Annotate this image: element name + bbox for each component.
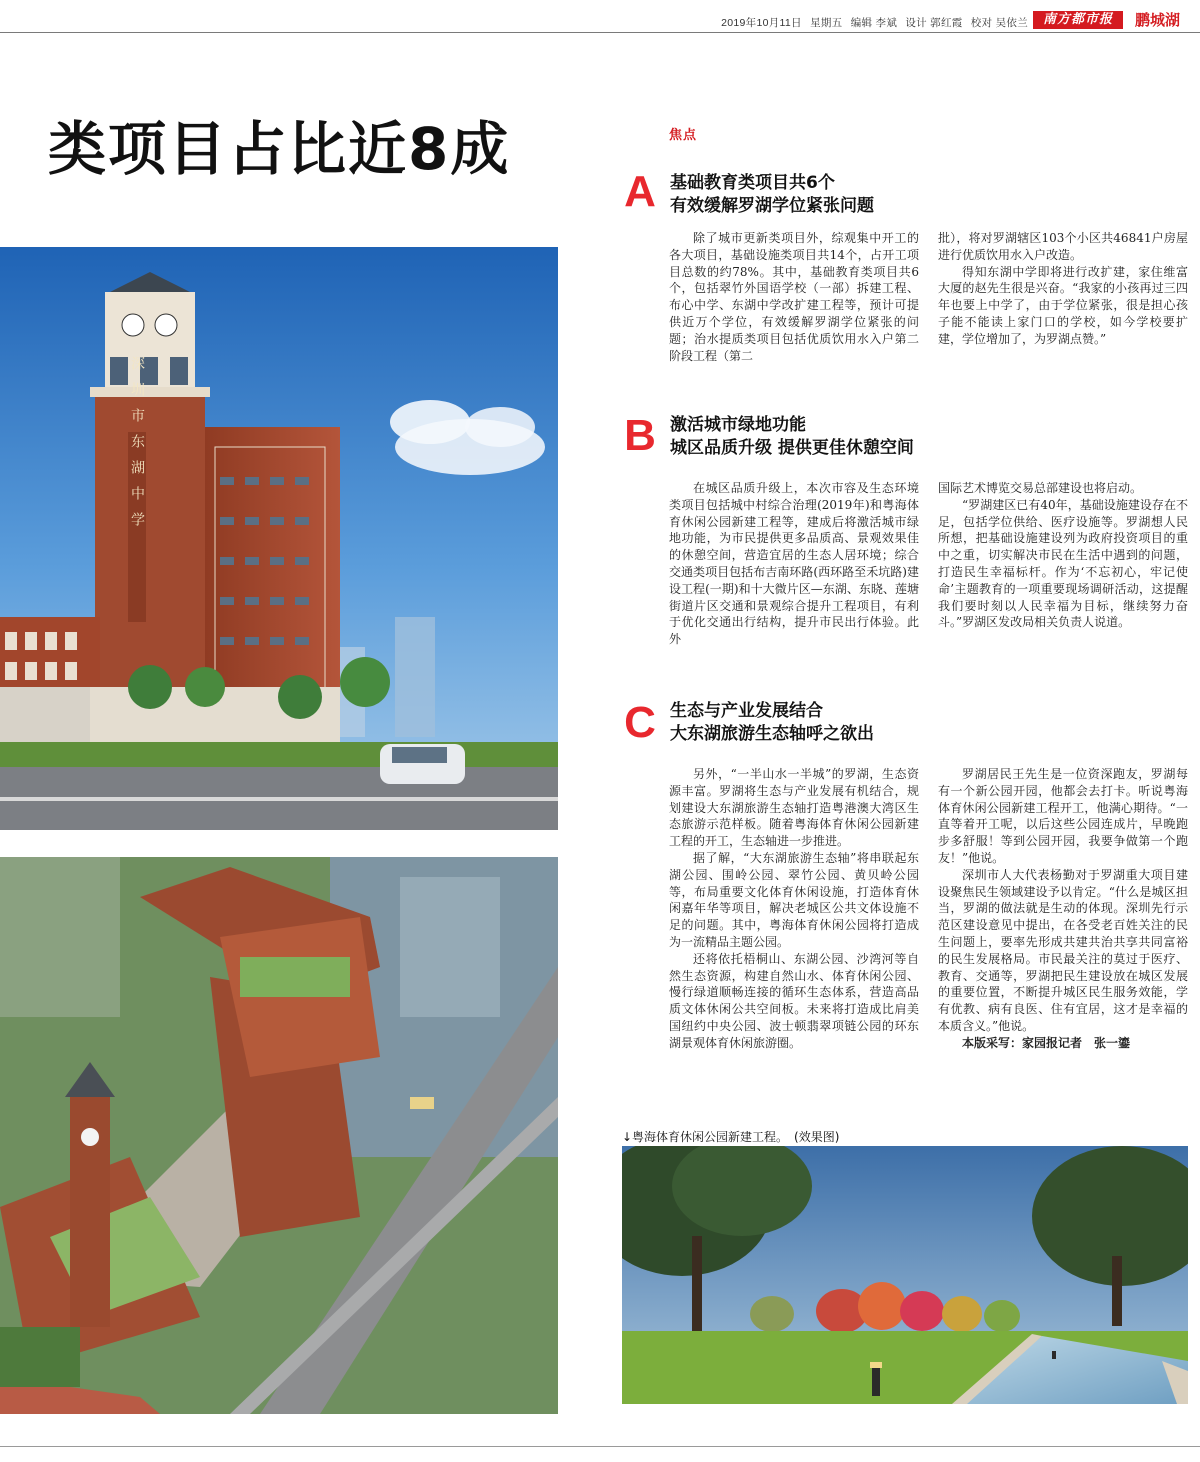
paragraph: 据了解，“大东湖旅游生态轴”将串联起东湖公园、围岭公园、翠竹公园、黄贝岭公园等，布局重要文化体育休闲设施，打造体育休闲嘉年华等项目，解决老城区公共文体设施不足的问题。其中，粤海体育休闲公园将打造成为一流精品主题公园。 [669, 850, 919, 949]
school-sign: 深圳市东湖中学 [129, 356, 145, 538]
designer-credit: 设计 郭红霞 [905, 17, 963, 29]
byline: 本版采写：家园报记者 张一鎏 [962, 1035, 1131, 1050]
paragraph: 深圳市人大代表杨勤对于罗湖重大项目建设聚焦民生领域建设予以肯定。“什么是城区担当，罗湖的做法就是生动的体现。深圳先行示范区建设意见中提出，在各受老百姓关注的民生问题上，要率先形成共建共治共享共同富裕的民生发展格局。市民最关注的莫过于医疗、教育、交通等，罗湖把民生建设放在城区发展的重要位置，不断提升城区民生服务效能，学有优教、病有良医、住有宜居，这才是幸福的本质含义。”他说。 [938, 867, 1188, 1033]
section-b-left-column [669, 480, 919, 648]
paragraph: 除了城市更新类项目外，综观集中开工的各大项目，基础设施类项目共14个，占开工项目总数的约78%。其中，基础教育类项目共6个，包括翠竹外国语学校（一部）拆建工程、布心中学、东湖中学改扩建工程等，预计可提供近万个学位，有效缓解罗湖学位紧张的问题；治水提质类项目包括优质饮用水入户第二阶段工程（第二 [669, 231, 919, 363]
park-rendering-photo [622, 1146, 1188, 1404]
issue-weekday: 星期五 [810, 17, 843, 29]
page-header [0, 0, 1200, 33]
section-b-title-line2: 城区品质升级 提供更佳休憩空间 [670, 438, 914, 458]
paragraph: 得知东湖中学即将进行改扩建，家住维富大厦的赵先生很是兴奋。“我家的小孩再过三四年也要上中学了，由于学位紧张，很是担心孩子能不能读上家门口的学校，如今学校要扩建，学位增加了，为罗湖点赞。” [938, 264, 1188, 346]
section-c-title-line1: 生态与产业发展结合 [670, 701, 823, 721]
issue-date: 2019年10月11日 [721, 17, 802, 29]
paragraph: 罗湖居民王先生是一位资深跑友，罗湖每有一个新公园开园，他都会去打卡。听说粤海体育休闲公园新建工程开工，他满心期待。“一直等着开工呢，以后这些公园连成片，早晚跑步多舒服！等到公园开园，我要争做第一个跑友！”他说。 [938, 767, 1188, 865]
editor-credit: 编辑 李斌 [850, 17, 898, 29]
paragraph: 国际艺术博览交易总部建设也将启动。 [938, 481, 1143, 495]
photo-caption: ↓粤海体育休闲公园新建工程。 (效果图) [622, 1130, 840, 1144]
section-a-right-column [938, 230, 1188, 348]
section-c-title [670, 700, 874, 746]
section-c-title-line2: 大东湖旅游生态轴呼之欲出 [670, 724, 874, 744]
paragraph: “罗湖建区已有40年，基础设施建设存在不足，包括学位供给、医疗设施等。罗湖想人民所想，把基础设施建设列为政府投资项目的重中之重，切实解决市民在生活中遇到的问题，打造民生幸福标杆。作为‘不忘初心，牢记使命’主题教育的一项重要现场调研活动，这提醒我们要时刻以人民幸福为目标，继续努力奋斗。”罗湖区发改局相关负责人说道。 [938, 497, 1188, 630]
section-a-title-line1: 基础教育类项目共6个 [670, 173, 835, 193]
aerial-campus-photo [0, 857, 558, 1414]
paragraph: 还将依托梧桐山、东湖公园、沙湾河等自然生态资源，构建自然山水、体育休闲公园、慢行绿道顺畅连接的循环生态体系，营造高品质文体休闲公共空间板。未来将打造成比肩美国纽约中央公园、波士顿翡翠项链公园的环东湖景观体育休闲旅游圈。 [669, 951, 919, 1050]
section-b-title-line1: 激活城市绿地功能 [670, 415, 806, 435]
section-a-left-column [669, 230, 919, 364]
section-c-letter: C [624, 698, 656, 747]
section-logo: 鹏城湖 [1134, 11, 1180, 29]
proof-credit: 校对 吴依兰 [970, 17, 1028, 29]
header-meta [716, 15, 1028, 30]
section-b-right-column [938, 480, 1188, 631]
paragraph: 另外，“一半山水一半城”的罗湖，生态资源丰富。罗湖将生态与产业发展有机结合，规划建设大东湖旅游生态轴打造粤港澳大湾区生态旅游示范样板。随着粤海体育休闲公园新建工程的开工，生态轴进一步推进。 [669, 767, 919, 849]
section-b-title [670, 414, 914, 460]
section-a-letter: A [624, 167, 656, 216]
section-c-left-column [669, 766, 919, 1052]
paragraph: 在城区品质升级上，本次市容及生态环境类项目包括城中村综合治理(2019年)和粤海体育休闲公园新建工程等，建成后将激活城市绿地功能，为市民提供更多品质高、景观效果佳的休憩空间，营造宜居的生态人居环境；综合交通类项目包括布吉南环路(西环路至禾坑路)建设工程(一期)和十大微片区—东湖、东晓、莲塘街道片区交通和景观综合提升工程项目，有利于优化交通出行结构，提升市民出行体验。此外 [669, 481, 919, 647]
school-building-photo [0, 247, 558, 830]
newspaper-logo: 南方都市报 [1033, 11, 1123, 29]
page-headline: 类项目占比近8成 [48, 115, 511, 183]
focus-label: 焦点 [669, 128, 698, 143]
footer-rule [0, 1446, 1200, 1447]
section-a-title-line2: 有效缓解罗湖学位紧张问题 [670, 196, 874, 216]
section-c-right-column [938, 766, 1188, 1052]
paragraph: 批），将对罗湖辖区103个小区共46841户房屋进行优质饮用水入户改造。 [938, 231, 1188, 262]
section-a-title [670, 172, 874, 218]
section-b-letter: B [624, 411, 656, 460]
